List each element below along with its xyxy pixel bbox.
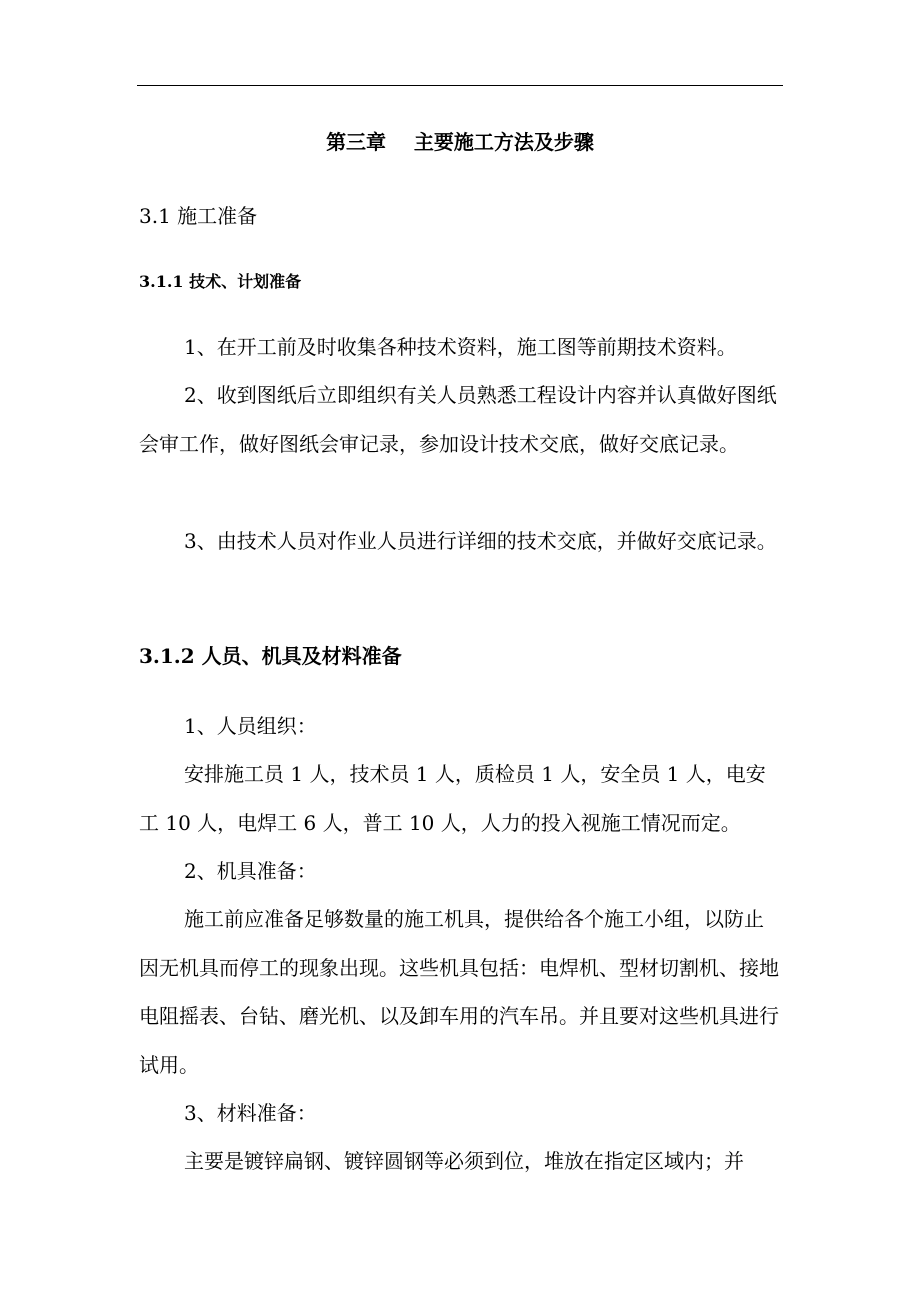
personnel-title: 1、人员组织：	[184, 714, 317, 738]
tools-text: 施工前应准备足够数量的施工机具，提供给各个施工小组，以防止因无机具而停工的现象出现。这些机具包括：电焊机、型材切割机、接地电阻摇表、台钻、磨光机、以及卸车用的汽车吊。并且要对这些机具进行试用。	[139, 907, 779, 1077]
personnel-text: 安排施工员 1 人，技术员 1 人，质检员 1 人，安全员 1 人，电安工 10 人，电焊工 6 人，普工 10 人，人力的投入视施工情况而定。	[139, 762, 766, 835]
materials-text: 主要是镀锌扁钢、镀锌圆钢等必须到位，堆放在指定区域内；并	[184, 1149, 744, 1173]
section-heading-3-1: 3.1 施工准备	[139, 204, 258, 228]
chapter-title: 第三章 主要施工方法及步骤	[326, 130, 594, 154]
tools-title: 2、机具准备：	[184, 859, 317, 883]
paragraph-tech-item-2: 2、收到图纸后立即组织有关人员熟悉工程设计内容并认真做好图纸会审工作，做好图纸会审记录，参加设计技术交底，做好交底记录。	[139, 383, 777, 456]
header-rule	[137, 85, 783, 86]
section-heading-3-1-2: 3.1.2 人员、机具及材料准备	[139, 644, 402, 668]
materials-title: 3、材料准备：	[184, 1101, 317, 1125]
section-heading-3-1-1: 3.1.1 技术、计划准备	[139, 272, 302, 291]
paragraph-tech-item-3: 3、由技术人员对作业人员进行详细的技术交底，并做好交底记录。	[184, 529, 777, 553]
paragraph-tech-item-1: 1、在开工前及时收集各种技术资料，施工图等前期技术资料。	[184, 335, 737, 359]
